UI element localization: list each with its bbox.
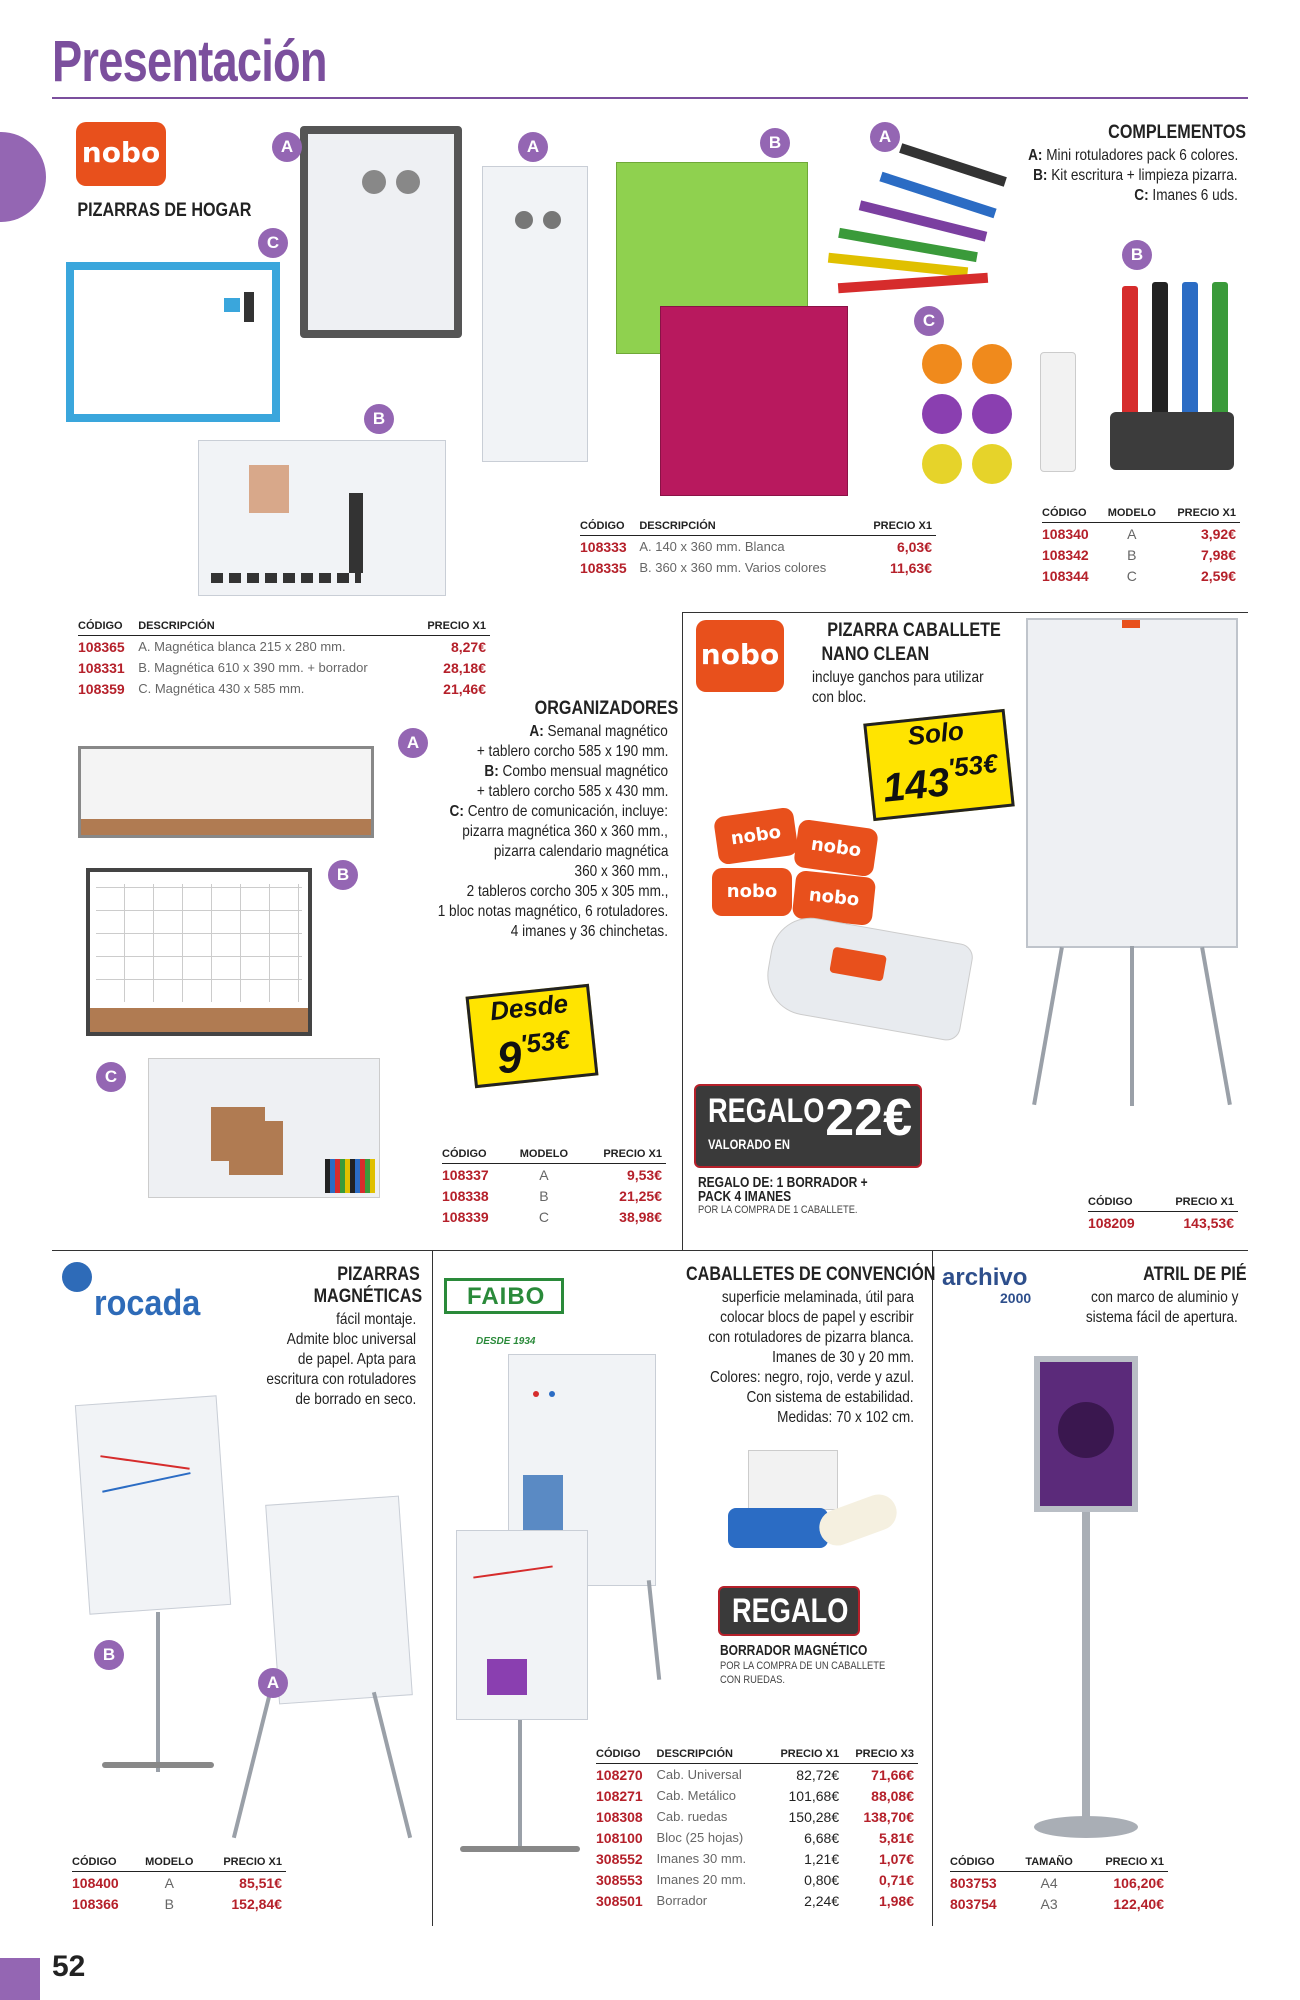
product-model: B	[164, 1896, 174, 1912]
eraser-label: nobo	[792, 870, 877, 926]
product-code: 108366	[72, 1896, 119, 1912]
table-row	[950, 1893, 1168, 1914]
product-price-x3: 138,70€	[863, 1809, 914, 1825]
table-row	[596, 1827, 918, 1848]
table-row	[72, 1872, 286, 1894]
table-row	[78, 678, 490, 699]
mini-markers-image	[818, 150, 1018, 290]
product-code: 108308	[596, 1809, 643, 1825]
product-price-x1: 1,21€	[804, 1851, 840, 1867]
text-line: Imanes 6 uds.	[1152, 187, 1238, 204]
col-price-x3: PRECIO X3	[843, 1748, 918, 1764]
table-row	[596, 1764, 918, 1786]
easel-base	[460, 1846, 580, 1852]
product-code: 108100	[596, 1830, 643, 1846]
writing-kit-image	[1040, 276, 1240, 496]
board-image-pink	[660, 306, 848, 496]
text-line: 2 tableros corcho 305 x 305 mm.,	[466, 883, 668, 900]
product-price: 11,63€	[889, 560, 932, 576]
text-line: 4 imanes y 36 chinchetas.	[510, 923, 668, 940]
text-line: pizarra magnética 360 x 360 mm.,	[462, 823, 668, 840]
eraser-label: nobo	[712, 868, 792, 916]
faibo-heading: CABALLETES DE CONVENCIÓN	[686, 1264, 936, 1285]
text-line: Con sistema de estabilidad.	[746, 1389, 914, 1406]
product-model: A	[539, 1167, 549, 1183]
product-desc: Cab. Metálico	[656, 1788, 737, 1803]
rocada-logo: rocada	[94, 1282, 201, 1323]
hogar-table	[78, 620, 490, 699]
easel-leg	[156, 1612, 160, 1772]
product-price: 3,92€	[1200, 526, 1236, 542]
faibo-since: DESDE 1934	[476, 1336, 536, 1347]
regalo-note: POR LA COMPRA DE 1 CABALLETE.	[698, 1204, 858, 1216]
divider	[432, 1250, 433, 1926]
product-model: B	[539, 1188, 549, 1204]
table-row	[442, 1164, 666, 1186]
product-desc: C. Magnética 430 x 585 mm.	[138, 681, 305, 696]
section-tab	[0, 132, 46, 222]
regalo-note-2: CON RUEDAS.	[720, 1674, 785, 1686]
text-line: sistema fácil de apertura.	[1086, 1309, 1238, 1326]
price-burst-solo	[863, 709, 1014, 821]
product-price: 6,03€	[896, 539, 932, 555]
product-price: 143,53€	[1183, 1215, 1234, 1231]
easel-leg	[1130, 946, 1134, 1106]
divider	[682, 612, 683, 1250]
organizer-image-a	[78, 746, 374, 838]
product-price-x3: 5,81€	[878, 1830, 914, 1846]
product-price: 9,53€	[626, 1167, 662, 1183]
text-line: 1 bloc notas magnético, 6 rotuladores.	[437, 903, 668, 920]
archivo-table	[950, 1856, 1168, 1914]
complementos-table	[1042, 507, 1240, 586]
caballete-table	[1088, 1196, 1238, 1233]
product-price-x1: 0,80€	[804, 1872, 840, 1888]
badge-a: A	[258, 1668, 288, 1698]
product-code: 108270	[596, 1767, 643, 1783]
product-price: 85,51€	[239, 1875, 282, 1891]
col-code: CÓDIGO	[1088, 1196, 1155, 1212]
easel-leg	[647, 1580, 661, 1680]
lectern-pole	[1082, 1512, 1090, 1822]
easel-leg	[372, 1692, 412, 1839]
organizer-image-c	[148, 1058, 380, 1198]
text-line: con rotuladores de pizarra blanca.	[708, 1329, 914, 1346]
nobo-logo: nobo	[696, 620, 784, 692]
archivo-logo-sub: 2000	[1000, 1290, 1032, 1306]
col-price: PRECIO X1	[416, 620, 490, 636]
burst-word: Desde	[488, 988, 570, 1027]
badge-b: B	[760, 128, 790, 158]
product-code: 108339	[442, 1209, 489, 1225]
product-desc: B. 360 x 360 mm. Varios colores	[639, 560, 827, 575]
col-code: CÓDIGO	[442, 1148, 511, 1164]
faibo-logo: FAIBO	[467, 1283, 546, 1310]
product-code: 108335	[580, 560, 627, 576]
badge-a: A	[870, 122, 900, 152]
erasers-image	[706, 806, 884, 924]
board-image-c	[66, 262, 280, 422]
easel-leg	[1200, 947, 1232, 1105]
col-code: CÓDIGO	[72, 1856, 138, 1872]
text-line: Imanes de 30 y 20 mm.	[771, 1349, 914, 1366]
burst-int: 143	[880, 760, 952, 811]
eraser-image	[761, 911, 975, 1042]
rocada-logo-mark	[62, 1262, 92, 1292]
board-image-b	[198, 440, 446, 596]
col-size: TAMAÑO	[1017, 1856, 1085, 1872]
complementos-heading: COMPLEMENTOS	[1108, 122, 1247, 143]
product-desc: A. Magnética blanca 215 x 280 mm.	[138, 639, 346, 654]
product-code: 108344	[1042, 568, 1089, 584]
faibo-logo-frame	[444, 1278, 564, 1314]
easel-base	[102, 1762, 214, 1768]
regalo-word: REGALO	[732, 1592, 849, 1630]
regalo-value: 22€	[825, 1089, 912, 1147]
col-price-x1: PRECIO X1	[768, 1748, 843, 1764]
product-price-x1: 101,68€	[788, 1788, 840, 1804]
product-code: 108365	[78, 639, 125, 655]
badge-b: B	[94, 1640, 124, 1670]
table-row	[72, 1893, 286, 1914]
regalo-badge	[694, 1084, 922, 1168]
product-code: 108400	[72, 1875, 119, 1891]
text-line: Semanal magnético	[547, 723, 668, 740]
badge-a: A	[272, 132, 302, 162]
product-size: A3	[1040, 1896, 1058, 1912]
badge-b: B	[364, 404, 394, 434]
convention-easel-image-2	[456, 1530, 588, 1720]
table-row	[1042, 523, 1240, 545]
easel-leg	[1032, 947, 1064, 1105]
label-key: B:	[484, 763, 499, 780]
product-price-x3: 0,71€	[878, 1872, 914, 1888]
product-model: B	[1127, 547, 1137, 563]
product-desc: B. Magnética 610 x 390 mm. + borrador	[138, 660, 368, 675]
text-line: Combo mensual magnético	[502, 763, 668, 780]
product-price-x1: 2,24€	[804, 1893, 840, 1909]
col-price: PRECIO X1	[581, 1148, 666, 1164]
product-code: 308552	[596, 1851, 643, 1867]
burst-dec: '53€	[946, 747, 999, 783]
text-line: + tablero corcho 585 x 190 mm.	[476, 743, 668, 760]
col-desc: DESCRIPCIÓN	[657, 1748, 769, 1764]
product-code: 108337	[442, 1167, 489, 1183]
table-row	[1042, 544, 1240, 565]
regalo-note: POR LA COMPRA DE UN CABALLETE	[720, 1660, 886, 1672]
organizadores-heading: ORGANIZADORES	[534, 698, 679, 719]
badge-c: C	[258, 228, 288, 258]
flipchart-nano-image	[1026, 618, 1238, 948]
rocada-table	[72, 1856, 286, 1914]
text-line: + tablero corcho 585 x 430 mm.	[476, 783, 668, 800]
product-desc: Cab. Universal	[656, 1767, 742, 1782]
bottom-tab	[0, 1958, 40, 2000]
caballete-desc-1: incluye ganchos para utilizar	[812, 669, 984, 686]
product-code: 108209	[1088, 1215, 1135, 1231]
product-desc: Borrador	[656, 1893, 708, 1908]
rocada-heading: PIZARRAS	[337, 1264, 420, 1285]
product-price: 8,27€	[450, 639, 486, 655]
product-desc: A. 140 x 360 mm. Blanca	[639, 539, 785, 554]
faibo-table	[596, 1748, 918, 1911]
title-rule	[52, 97, 1248, 99]
magnetic-eraser-image	[728, 1446, 908, 1566]
col-model: MODELO	[138, 1856, 206, 1872]
regalo-detail-2: PACK 4 IMANES	[698, 1188, 792, 1205]
product-price: 106,20€	[1113, 1875, 1164, 1891]
product-code: 108338	[442, 1188, 489, 1204]
product-code: 803754	[950, 1896, 997, 1912]
badge-b: B	[1122, 240, 1152, 270]
archivo-heading: ATRIL DE PIÉ	[1143, 1264, 1247, 1285]
table-row	[1088, 1212, 1238, 1234]
organizadores-table	[442, 1148, 666, 1227]
col-desc: DESCRIPCIÓN	[138, 620, 415, 636]
table-row	[1042, 565, 1240, 586]
flipchart-image-b	[75, 1395, 231, 1614]
product-desc: Cab. ruedas	[656, 1809, 728, 1824]
organizer-image-b	[86, 868, 312, 1036]
product-price-x1: 150,28€	[788, 1809, 840, 1825]
product-code: 108333	[580, 539, 627, 555]
burst-word: Solo	[906, 715, 966, 752]
product-price: 21,25€	[619, 1188, 662, 1204]
product-price-x3: 1,98€	[878, 1893, 914, 1909]
product-price-x3: 1,07€	[878, 1851, 914, 1867]
product-model: A	[1127, 526, 1137, 542]
table-row	[442, 1206, 666, 1227]
text-line: Medidas: 70 x 102 cm.	[777, 1409, 914, 1426]
col-code: CÓDIGO	[78, 620, 138, 636]
divider	[682, 612, 1248, 613]
product-price-x3: 88,08€	[871, 1788, 914, 1804]
product-desc: Imanes 30 mm.	[656, 1851, 747, 1866]
product-code: 108359	[78, 681, 125, 697]
col-price: PRECIO X1	[1085, 1856, 1168, 1872]
product-code: 108340	[1042, 526, 1089, 542]
col-model: MODELO	[1103, 507, 1165, 523]
col-price: PRECIO X1	[205, 1856, 286, 1872]
regalo-detail: REGALO DE: 1 BORRADOR +	[698, 1174, 868, 1191]
lectern-frame-image	[1034, 1356, 1138, 1512]
label-key: B:	[1033, 167, 1048, 184]
product-code: 108331	[78, 660, 125, 676]
table-row	[596, 1890, 918, 1911]
product-price: 7,98€	[1200, 547, 1236, 563]
product-price-x3: 71,66€	[871, 1767, 914, 1783]
label-key: C:	[1134, 187, 1149, 204]
col-code: CÓDIGO	[596, 1748, 657, 1764]
regalo-word: REGALO	[708, 1092, 825, 1130]
product-model: C	[1126, 568, 1137, 584]
product-model: C	[538, 1209, 549, 1225]
product-code: 308501	[596, 1893, 643, 1909]
table-row	[78, 657, 490, 678]
col-price: PRECIO X1	[1155, 1196, 1238, 1212]
rocada-subheading: MAGNÉTICAS	[313, 1286, 423, 1307]
table-row	[950, 1872, 1168, 1894]
product-code: 108342	[1042, 547, 1089, 563]
text-line: de papel. Apta para	[298, 1351, 416, 1368]
regalo-badge-faibo	[718, 1586, 860, 1636]
product-price: 21,46€	[443, 681, 486, 697]
text-line: Centro de comunicación, incluye:	[467, 803, 668, 820]
col-code: CÓDIGO	[950, 1856, 1017, 1872]
flipchart-image-a	[265, 1496, 413, 1705]
divider	[52, 1250, 1248, 1251]
table-row	[596, 1806, 918, 1827]
col-desc: DESCRIPCIÓN	[639, 520, 862, 536]
table-row	[596, 1848, 918, 1869]
text-line: escritura con rotuladores	[266, 1371, 416, 1388]
board-image-a2	[482, 166, 588, 462]
badge-a: A	[518, 132, 548, 162]
burst-dec: '53€	[518, 1024, 572, 1060]
badge-c: C	[914, 306, 944, 336]
archivo-logo: archivo	[942, 1264, 1028, 1291]
divider	[932, 1250, 933, 1926]
text-line: colocar blocs de papel y escribir	[720, 1309, 914, 1326]
label-key: C:	[449, 803, 464, 820]
easel-leg	[518, 1720, 522, 1850]
label-key: A:	[529, 723, 545, 740]
board-image-a	[300, 126, 462, 338]
caballete-desc-2: con bloc.	[812, 689, 867, 706]
table-row	[442, 1185, 666, 1206]
col-code: CÓDIGO	[580, 520, 639, 536]
product-price: 152,84€	[231, 1896, 282, 1912]
text-line: fácil montaje.	[335, 1311, 416, 1328]
eraser-label: nobo	[713, 807, 799, 866]
badge-c: C	[96, 1062, 126, 1092]
badge-b: B	[328, 860, 358, 890]
product-size: A4	[1040, 1875, 1058, 1891]
col-price: PRECIO X1	[1165, 507, 1240, 523]
easel-leg	[232, 1692, 272, 1839]
regalo-sub: BORRADOR MAGNÉTICO	[720, 1642, 868, 1659]
col-model: MODELO	[511, 1148, 582, 1164]
text-line: pizarra calendario magnética	[493, 843, 668, 860]
eraser-label: nobo	[793, 819, 879, 878]
text-line: 360 x 360 mm.,	[574, 863, 668, 880]
text-line: superficie melaminada, útil para	[721, 1289, 914, 1306]
page-number: 52	[52, 1950, 86, 1983]
page-title: Presentación	[52, 29, 327, 94]
product-model: A	[164, 1875, 174, 1891]
text-line: de borrado en seco.	[295, 1391, 416, 1408]
hogar-heading: PIZARRAS DE HOGAR	[77, 200, 252, 221]
nobo-logo: nobo	[76, 122, 166, 186]
product-code: 108271	[596, 1788, 643, 1804]
product-price: 38,98€	[619, 1209, 662, 1225]
middle-table	[580, 520, 936, 578]
text-line: con marco de aluminio y	[1090, 1289, 1238, 1306]
table-row	[596, 1869, 918, 1890]
burst-int: 9	[494, 1032, 525, 1084]
lectern-base	[1034, 1816, 1138, 1838]
table-row	[596, 1785, 918, 1806]
product-desc: Bloc (25 hojas)	[656, 1830, 744, 1845]
product-price-x1: 82,72€	[796, 1767, 840, 1783]
text-line: Mini rotuladores pack 6 colores.	[1045, 147, 1238, 164]
col-price: PRECIO X1	[863, 520, 936, 536]
col-code: CÓDIGO	[1042, 507, 1103, 523]
product-price: 28,18€	[443, 660, 486, 676]
regalo-sub: VALORADO EN	[708, 1136, 790, 1152]
badge-a: A	[398, 728, 428, 758]
label-key: A:	[1027, 147, 1043, 164]
text-line: Admite bloc universal	[286, 1331, 416, 1348]
table-row	[580, 536, 936, 558]
product-price: 122,40€	[1113, 1896, 1164, 1912]
text-line: Kit escritura + limpieza pizarra.	[1051, 167, 1238, 184]
price-burst-desde	[466, 984, 599, 1088]
text-line: Colores: negro, rojo, verde y azul.	[709, 1369, 914, 1386]
table-row	[580, 557, 936, 578]
magnets-image	[920, 342, 1020, 488]
caballete-subheading: NANO CLEAN	[821, 644, 930, 665]
product-price: 2,59€	[1200, 568, 1236, 584]
product-desc: Imanes 20 mm.	[656, 1872, 747, 1887]
product-code: 803753	[950, 1875, 997, 1891]
caballete-heading: PIZARRA CABALLETE	[827, 620, 1001, 641]
table-row	[78, 636, 490, 658]
product-price-x1: 6,68€	[804, 1830, 840, 1846]
product-code: 308553	[596, 1872, 643, 1888]
